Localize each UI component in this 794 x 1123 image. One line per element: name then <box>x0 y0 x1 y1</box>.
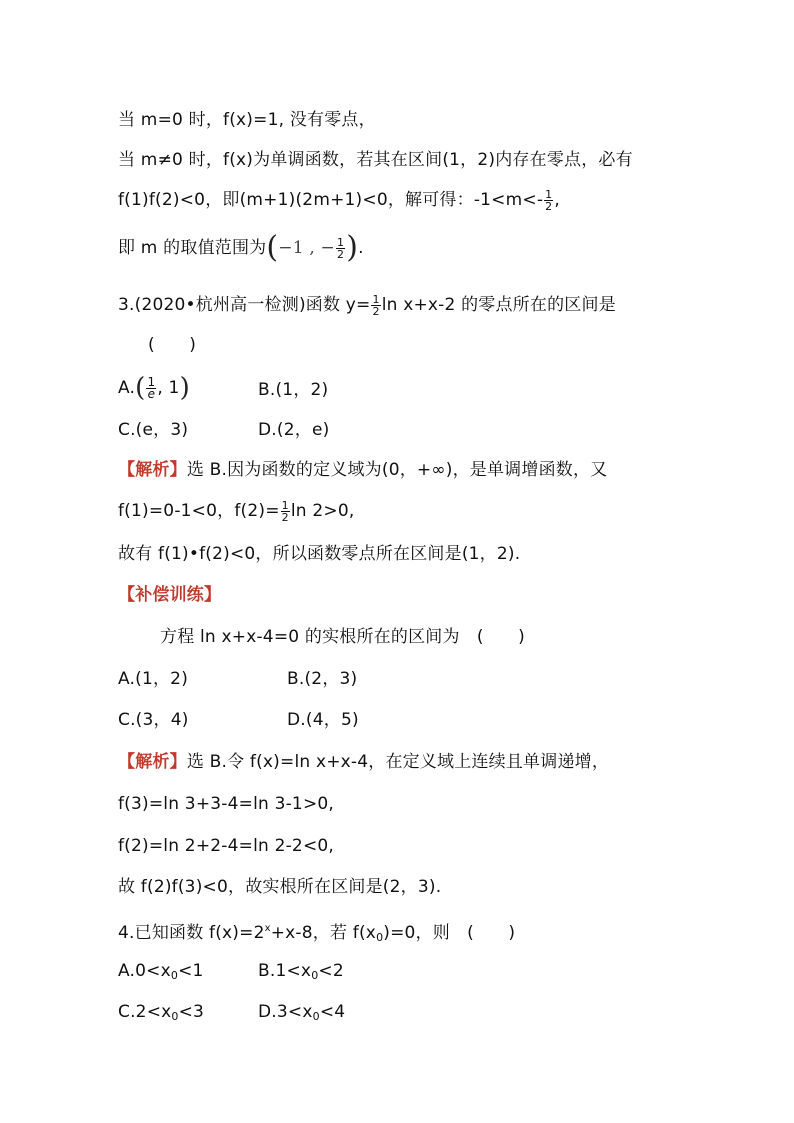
solution-text: f(2)=ln 2+2-4=ln 2-2<0, <box>118 836 335 856</box>
solution-comp-line-3 <box>118 834 334 858</box>
solution-text: 故 f(2)f(3)<0，故实根所在区间是(2，3). <box>118 877 442 897</box>
option-text: C.(e，3) <box>118 420 189 440</box>
text-line-4 <box>118 230 364 265</box>
solution-comp-line-2 <box>118 792 334 816</box>
fraction-denominator: e <box>147 386 156 401</box>
fraction-numerator: 1 <box>372 292 380 306</box>
line-text: 当 m=0 时，f(x)=1, 没有零点， <box>118 110 376 130</box>
solution-tag: 【解析】 <box>118 752 187 772</box>
question-4-option-d <box>258 1000 345 1029</box>
option-text: <1 <box>178 961 204 981</box>
fraction-denominator: 2 <box>545 199 553 213</box>
text-line-2 <box>118 148 633 172</box>
subscript: 0 <box>376 931 384 944</box>
close-paren: ) <box>179 373 190 403</box>
line-text: f(1)f(2)<0，即(m+1)(2m+1)<0，解可得：-1<m<- <box>118 190 544 210</box>
question-3-option-a <box>118 373 190 403</box>
option-text: <2 <box>318 961 344 981</box>
fraction-denominator: 2 <box>281 510 289 524</box>
fraction <box>544 189 553 212</box>
solution-text: ln 2>0, <box>290 501 355 521</box>
question-3-option-c <box>118 418 188 442</box>
subscript: 0 <box>170 969 179 982</box>
question-text: )=0，则 ( ) <box>383 923 516 943</box>
solution-text: 选 B.令 f(x)=ln x+x-4，在定义域上连续且单调递增， <box>186 752 610 772</box>
superscript: x <box>264 923 271 934</box>
text-line-3 <box>118 188 560 212</box>
close-paren: ) <box>346 230 359 265</box>
question-4-option-c <box>118 1000 204 1029</box>
line-text: , <box>554 190 560 210</box>
solution-text: f(1)=0-1<0，f(2)= <box>118 501 280 521</box>
text-line-1 <box>118 108 376 132</box>
solution-text: 选 B.因为函数的定义域为(0，+∞)，是单调增函数，又 <box>186 460 608 480</box>
fraction <box>146 374 156 401</box>
option-label: A. <box>118 378 136 398</box>
fraction-numerator: 1 <box>337 235 345 249</box>
line-text: 当 m≠0 时，f(x)为单调函数，若其在区间(1，2)内存在零点，必有 <box>118 150 633 170</box>
compensation-option-d <box>287 708 359 732</box>
fraction-denominator: 2 <box>337 247 345 261</box>
question-3-blank <box>148 333 196 357</box>
question-3 <box>118 293 616 317</box>
question-text: 方程 ln x+x-4=0 的实根所在的区间为 ( ) <box>160 627 525 647</box>
option-text: D.3<x <box>258 1002 313 1022</box>
question-4 <box>118 917 515 950</box>
option-text: A.(1，2) <box>118 669 189 689</box>
subscript: 0 <box>312 1010 320 1023</box>
line-text: . <box>358 238 364 258</box>
option-text: A.0<x <box>118 961 171 981</box>
compensation-option-b <box>287 667 357 691</box>
question-3-option-d <box>258 418 329 442</box>
option-text: B.(1，2) <box>258 380 329 400</box>
open-paren: ( <box>135 373 146 403</box>
section-tag: 【补偿训练】 <box>118 585 222 605</box>
solution-3-line-1 <box>118 458 607 482</box>
question-text: 4.已知函数 f(x)=2 <box>118 923 265 943</box>
fraction <box>281 500 290 523</box>
fraction-numerator: 1 <box>281 498 289 512</box>
compensation-heading <box>118 583 221 607</box>
solution-text: f(3)=ln 3+3-4=ln 3-1>0, <box>118 794 335 814</box>
question-text: 3.(2020•杭州高一检测)函数 y= <box>118 295 371 315</box>
solution-comp-line-1 <box>118 750 609 774</box>
compensation-question <box>160 625 525 649</box>
solution-text: 故有 f(1)•f(2)<0，所以函数零点所在区间是(1，2). <box>118 544 521 564</box>
question-4-option-a <box>118 959 204 988</box>
option-text: C.2<x <box>118 1002 172 1022</box>
solution-comp-line-4 <box>118 875 441 899</box>
solution-tag: 【解析】 <box>118 460 187 480</box>
option-text: <3 <box>178 1002 205 1022</box>
fraction <box>371 294 380 317</box>
option-text: D.(4，5) <box>287 710 359 730</box>
compensation-option-c <box>118 708 189 732</box>
open-paren: ( <box>266 230 279 265</box>
fraction <box>336 237 345 260</box>
option-text: <4 <box>319 1002 346 1022</box>
solution-3-line-2 <box>118 499 354 523</box>
question-4-option-b <box>258 959 344 988</box>
option-text: , 1 <box>157 378 180 398</box>
solution-3-line-3 <box>118 542 520 566</box>
option-text: B.(2，3) <box>287 669 358 689</box>
fraction-numerator: 1 <box>545 187 553 201</box>
option-text: C.(3，4) <box>118 710 189 730</box>
fraction-denominator: 2 <box>372 304 380 318</box>
answer-blank: ( ) <box>148 335 197 355</box>
question-text: ln x+x-2 的零点所在的区间是 <box>381 295 616 315</box>
question-text: +x-8，若 f(x <box>270 923 377 943</box>
subscript: 0 <box>311 969 319 982</box>
fraction-numerator: 1 <box>147 374 156 389</box>
compensation-option-a <box>118 667 188 691</box>
subscript: 0 <box>171 1010 179 1023</box>
option-text: D.(2，e) <box>258 420 330 440</box>
option-text: B.1<x <box>258 961 312 981</box>
line-text: 即 m 的取值范围为 <box>118 238 267 258</box>
question-3-option-b <box>258 378 328 402</box>
math-expression: −1 , − <box>278 238 335 258</box>
